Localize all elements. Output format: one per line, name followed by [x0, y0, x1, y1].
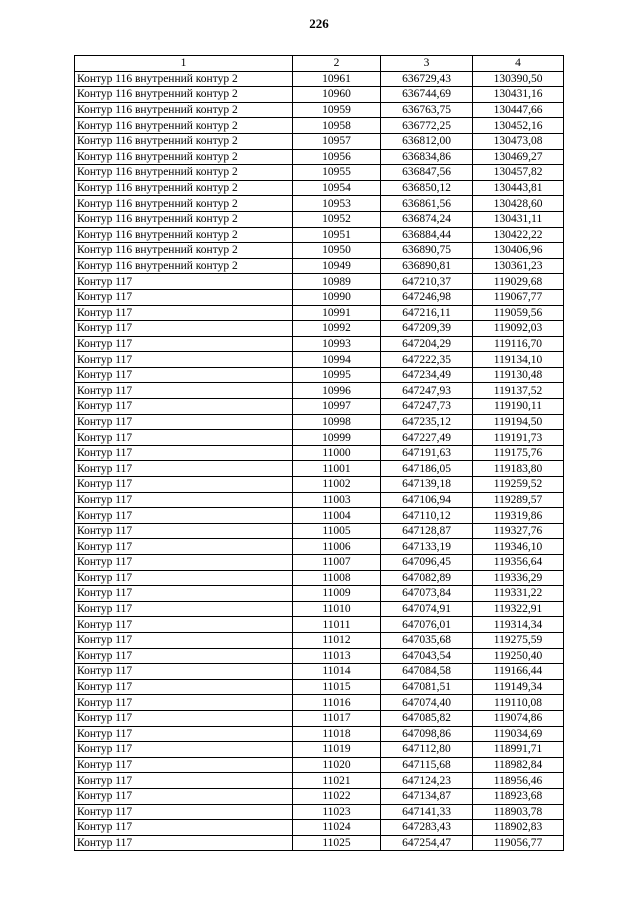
point-number-cell: 11001 [293, 461, 381, 477]
table-row [75, 118, 564, 134]
contour-name-cell: Контур 117 [75, 570, 293, 586]
coord-y-cell: 119183,80 [473, 461, 564, 477]
point-number-cell: 11005 [293, 523, 381, 539]
table-row [75, 87, 564, 103]
point-number-cell: 11000 [293, 445, 381, 461]
table-row [75, 274, 564, 290]
coord-x-cell: 647247,93 [381, 383, 473, 399]
table-row [75, 71, 564, 87]
table-row [75, 383, 564, 399]
contour-name-cell: Контур 117 [75, 352, 293, 368]
coord-x-cell: 647204,29 [381, 336, 473, 352]
coord-x-cell: 647084,58 [381, 664, 473, 680]
table-row [75, 601, 564, 617]
table-row [75, 399, 564, 415]
coord-x-cell: 647235,12 [381, 414, 473, 430]
coord-x-cell: 647124,23 [381, 773, 473, 789]
contour-name-cell: Контур 117 [75, 804, 293, 820]
table-row [75, 523, 564, 539]
coord-x-cell: 647209,39 [381, 321, 473, 337]
table-row [75, 757, 564, 773]
coord-y-cell: 119067,77 [473, 289, 564, 305]
contour-name-cell: Контур 117 [75, 305, 293, 321]
contour-name-cell: Контур 116 внутренний контур 2 [75, 149, 293, 165]
coord-y-cell: 119130,48 [473, 367, 564, 383]
contour-name-cell: Контур 117 [75, 617, 293, 633]
point-number-cell: 10999 [293, 430, 381, 446]
point-number-cell: 11015 [293, 679, 381, 695]
point-number-cell: 10993 [293, 336, 381, 352]
coord-y-cell: 119137,52 [473, 383, 564, 399]
coord-x-cell: 647186,05 [381, 461, 473, 477]
coord-y-cell: 119116,70 [473, 336, 564, 352]
table-row [75, 258, 564, 274]
point-number-cell: 10992 [293, 321, 381, 337]
coord-x-cell: 636834,86 [381, 149, 473, 165]
coord-y-cell: 119319,86 [473, 508, 564, 524]
coord-y-cell: 130406,96 [473, 243, 564, 259]
coord-x-cell: 647283,43 [381, 820, 473, 836]
point-number-cell: 10955 [293, 165, 381, 181]
point-number-cell: 11021 [293, 773, 381, 789]
coord-x-cell: 647134,87 [381, 788, 473, 804]
contour-name-cell: Контур 116 внутренний контур 2 [75, 180, 293, 196]
point-number-cell: 10952 [293, 211, 381, 227]
coord-y-cell: 119056,77 [473, 835, 564, 851]
point-number-cell: 10997 [293, 399, 381, 415]
contour-name-cell: Контур 116 внутренний контур 2 [75, 243, 293, 259]
table-row [75, 180, 564, 196]
point-number-cell: 10961 [293, 71, 381, 87]
coord-x-cell: 647106,94 [381, 492, 473, 508]
header-cell-2: 2 [293, 56, 381, 72]
point-number-cell: 10996 [293, 383, 381, 399]
contour-name-cell: Контур 117 [75, 695, 293, 711]
coord-x-cell: 636763,75 [381, 102, 473, 118]
coord-y-cell: 119314,34 [473, 617, 564, 633]
coord-x-cell: 647216,11 [381, 305, 473, 321]
coord-x-cell: 636729,43 [381, 71, 473, 87]
coord-x-cell: 647074,91 [381, 601, 473, 617]
contour-name-cell: Контур 117 [75, 679, 293, 695]
contour-name-cell: Контур 117 [75, 742, 293, 758]
coord-x-cell: 647081,51 [381, 679, 473, 695]
point-number-cell: 10989 [293, 274, 381, 290]
table-row [75, 710, 564, 726]
table-row [75, 243, 564, 259]
coord-x-cell: 647139,18 [381, 477, 473, 493]
contour-name-cell: Контур 117 [75, 445, 293, 461]
point-number-cell: 11023 [293, 804, 381, 820]
coord-y-cell: 119191,73 [473, 430, 564, 446]
coord-x-cell: 647247,73 [381, 399, 473, 415]
coord-y-cell: 130390,50 [473, 71, 564, 87]
contour-name-cell: Контур 117 [75, 664, 293, 680]
coord-y-cell: 119356,64 [473, 555, 564, 571]
point-number-cell: 10951 [293, 227, 381, 243]
table-header [75, 56, 564, 72]
coord-x-cell: 636874,24 [381, 211, 473, 227]
point-number-cell: 11003 [293, 492, 381, 508]
table-row [75, 430, 564, 446]
point-number-cell: 11017 [293, 710, 381, 726]
table-row [75, 508, 564, 524]
contour-name-cell: Контур 117 [75, 601, 293, 617]
point-number-cell: 10957 [293, 133, 381, 149]
contour-name-cell: Контур 117 [75, 461, 293, 477]
table-row [75, 196, 564, 212]
coord-x-cell: 647035,68 [381, 632, 473, 648]
table-row [75, 726, 564, 742]
point-number-cell: 10960 [293, 87, 381, 103]
coord-y-cell: 118902,83 [473, 820, 564, 836]
contour-name-cell: Контур 117 [75, 632, 293, 648]
coord-y-cell: 119074,86 [473, 710, 564, 726]
table-row [75, 492, 564, 508]
coord-y-cell: 130422,22 [473, 227, 564, 243]
table-row [75, 804, 564, 820]
coord-y-cell: 118982,84 [473, 757, 564, 773]
contour-name-cell: Контур 117 [75, 773, 293, 789]
contour-name-cell: Контур 117 [75, 788, 293, 804]
coord-y-cell: 118991,71 [473, 742, 564, 758]
contour-name-cell: Контур 117 [75, 383, 293, 399]
table-row [75, 352, 564, 368]
table-row [75, 617, 564, 633]
point-number-cell: 11013 [293, 648, 381, 664]
table-row [75, 165, 564, 181]
contour-name-cell: Контур 117 [75, 492, 293, 508]
coord-x-cell: 647082,89 [381, 570, 473, 586]
contour-name-cell: Контур 117 [75, 430, 293, 446]
coord-x-cell: 647210,37 [381, 274, 473, 290]
contour-name-cell: Контур 117 [75, 336, 293, 352]
coord-x-cell: 636812,00 [381, 133, 473, 149]
coord-y-cell: 119149,34 [473, 679, 564, 695]
coord-y-cell: 130469,27 [473, 149, 564, 165]
point-number-cell: 11012 [293, 632, 381, 648]
table-row [75, 632, 564, 648]
point-number-cell: 11024 [293, 820, 381, 836]
point-number-cell: 11008 [293, 570, 381, 586]
table-row [75, 336, 564, 352]
point-number-cell: 11010 [293, 601, 381, 617]
point-number-cell: 10994 [293, 352, 381, 368]
contour-name-cell: Контур 117 [75, 367, 293, 383]
coord-x-cell: 647133,19 [381, 539, 473, 555]
coord-x-cell: 647110,12 [381, 508, 473, 524]
table-row [75, 773, 564, 789]
point-number-cell: 10998 [293, 414, 381, 430]
contour-name-cell: Контур 116 внутренний контур 2 [75, 258, 293, 274]
contour-name-cell: Контур 116 внутренний контур 2 [75, 196, 293, 212]
point-number-cell: 10958 [293, 118, 381, 134]
contour-name-cell: Контур 116 внутренний контур 2 [75, 87, 293, 103]
table-row [75, 477, 564, 493]
contour-name-cell: Контур 117 [75, 508, 293, 524]
coord-x-cell: 636744,69 [381, 87, 473, 103]
table-body [75, 71, 564, 851]
contour-name-cell: Контур 117 [75, 289, 293, 305]
table-row [75, 664, 564, 680]
table-row [75, 742, 564, 758]
table-row [75, 133, 564, 149]
point-number-cell: 11002 [293, 477, 381, 493]
coord-y-cell: 118923,68 [473, 788, 564, 804]
table-row [75, 820, 564, 836]
point-number-cell: 11009 [293, 586, 381, 602]
contour-name-cell: Контур 117 [75, 726, 293, 742]
coord-x-cell: 647141,33 [381, 804, 473, 820]
coord-x-cell: 636772,25 [381, 118, 473, 134]
contour-name-cell: Контур 117 [75, 710, 293, 726]
contour-name-cell: Контур 116 внутренний контур 2 [75, 165, 293, 181]
coord-y-cell: 119029,68 [473, 274, 564, 290]
coord-x-cell: 647191,63 [381, 445, 473, 461]
coord-x-cell: 647096,45 [381, 555, 473, 571]
coord-y-cell: 119346,10 [473, 539, 564, 555]
coord-y-cell: 119250,40 [473, 648, 564, 664]
table-row [75, 289, 564, 305]
point-number-cell: 10950 [293, 243, 381, 259]
contour-name-cell: Контур 117 [75, 555, 293, 571]
table-row [75, 555, 564, 571]
coord-y-cell: 130443,81 [473, 180, 564, 196]
contour-name-cell: Контур 117 [75, 321, 293, 337]
point-number-cell: 10953 [293, 196, 381, 212]
contour-name-cell: Контур 116 внутренний контур 2 [75, 102, 293, 118]
contour-name-cell: Контур 117 [75, 399, 293, 415]
coord-y-cell: 119322,91 [473, 601, 564, 617]
coord-y-cell: 130431,16 [473, 87, 564, 103]
point-number-cell: 11016 [293, 695, 381, 711]
coord-x-cell: 647246,98 [381, 289, 473, 305]
contour-name-cell: Контур 117 [75, 820, 293, 836]
point-number-cell: 11022 [293, 788, 381, 804]
table-row [75, 679, 564, 695]
table-row [75, 102, 564, 118]
point-number-cell: 11020 [293, 757, 381, 773]
coord-y-cell: 119134,10 [473, 352, 564, 368]
table-row [75, 211, 564, 227]
coord-x-cell: 636890,81 [381, 258, 473, 274]
table-row [75, 461, 564, 477]
coord-y-cell: 130457,82 [473, 165, 564, 181]
point-number-cell: 10956 [293, 149, 381, 165]
table-row [75, 414, 564, 430]
table-row [75, 149, 564, 165]
coord-y-cell: 119059,56 [473, 305, 564, 321]
contour-name-cell: Контур 117 [75, 539, 293, 555]
point-number-cell: 10954 [293, 180, 381, 196]
coordinates-table [74, 55, 564, 851]
coord-x-cell: 636890,75 [381, 243, 473, 259]
coord-x-cell: 647222,35 [381, 352, 473, 368]
point-number-cell: 10949 [293, 258, 381, 274]
table-row [75, 570, 564, 586]
coord-y-cell: 119259,52 [473, 477, 564, 493]
coord-y-cell: 118956,46 [473, 773, 564, 789]
coord-x-cell: 647234,49 [381, 367, 473, 383]
point-number-cell: 11019 [293, 742, 381, 758]
coord-y-cell: 119166,44 [473, 664, 564, 680]
coord-y-cell: 119331,22 [473, 586, 564, 602]
coord-x-cell: 647227,49 [381, 430, 473, 446]
coord-y-cell: 119190,11 [473, 399, 564, 415]
coord-y-cell: 119175,76 [473, 445, 564, 461]
coord-y-cell: 130473,08 [473, 133, 564, 149]
coord-x-cell: 636847,56 [381, 165, 473, 181]
contour-name-cell: Контур 117 [75, 523, 293, 539]
contour-name-cell: Контур 117 [75, 757, 293, 773]
coord-x-cell: 647098,86 [381, 726, 473, 742]
point-number-cell: 11025 [293, 835, 381, 851]
table-row [75, 835, 564, 851]
table-row [75, 227, 564, 243]
coord-y-cell: 119275,59 [473, 632, 564, 648]
header-cell-1: 1 [75, 56, 293, 72]
table-row [75, 305, 564, 321]
point-number-cell: 11018 [293, 726, 381, 742]
coord-y-cell: 130361,23 [473, 258, 564, 274]
coord-x-cell: 647085,82 [381, 710, 473, 726]
table-row [75, 539, 564, 555]
point-number-cell: 11014 [293, 664, 381, 680]
table-row [75, 695, 564, 711]
coord-y-cell: 130428,60 [473, 196, 564, 212]
contour-name-cell: Контур 116 внутренний контур 2 [75, 118, 293, 134]
point-number-cell: 10959 [293, 102, 381, 118]
table-row [75, 321, 564, 337]
header-cell-4: 4 [473, 56, 564, 72]
coord-x-cell: 636861,56 [381, 196, 473, 212]
coord-x-cell: 647073,84 [381, 586, 473, 602]
coord-x-cell: 647254,47 [381, 835, 473, 851]
coord-x-cell: 647043,54 [381, 648, 473, 664]
coord-x-cell: 647074,40 [381, 695, 473, 711]
page-number: 226 [309, 16, 329, 31]
table-row [75, 367, 564, 383]
table-row [75, 586, 564, 602]
coord-y-cell: 119092,03 [473, 321, 564, 337]
header-cell-3: 3 [381, 56, 473, 72]
coord-y-cell: 119336,29 [473, 570, 564, 586]
coord-x-cell: 636850,12 [381, 180, 473, 196]
coord-y-cell: 119289,57 [473, 492, 564, 508]
coord-y-cell: 119110,08 [473, 695, 564, 711]
contour-name-cell: Контур 117 [75, 648, 293, 664]
coord-x-cell: 636884,44 [381, 227, 473, 243]
coord-y-cell: 118903,78 [473, 804, 564, 820]
contour-name-cell: Контур 117 [75, 274, 293, 290]
point-number-cell: 11007 [293, 555, 381, 571]
contour-name-cell: Контур 116 внутренний контур 2 [75, 71, 293, 87]
coord-y-cell: 130452,16 [473, 118, 564, 134]
table-row [75, 648, 564, 664]
coord-x-cell: 647076,01 [381, 617, 473, 633]
header-row [75, 56, 564, 72]
contour-name-cell: Контур 117 [75, 414, 293, 430]
coord-y-cell: 119327,76 [473, 523, 564, 539]
contour-name-cell: Контур 117 [75, 835, 293, 851]
coord-y-cell: 119194,50 [473, 414, 564, 430]
point-number-cell: 11011 [293, 617, 381, 633]
contour-name-cell: Контур 116 внутренний контур 2 [75, 211, 293, 227]
contour-name-cell: Контур 117 [75, 477, 293, 493]
coord-y-cell: 119034,69 [473, 726, 564, 742]
point-number-cell: 10990 [293, 289, 381, 305]
contour-name-cell: Контур 117 [75, 586, 293, 602]
point-number-cell: 10995 [293, 367, 381, 383]
point-number-cell: 11004 [293, 508, 381, 524]
table-row [75, 445, 564, 461]
table-row [75, 788, 564, 804]
coord-y-cell: 130447,66 [473, 102, 564, 118]
coord-x-cell: 647128,87 [381, 523, 473, 539]
coord-y-cell: 130431,11 [473, 211, 564, 227]
contour-name-cell: Контур 116 внутренний контур 2 [75, 133, 293, 149]
point-number-cell: 10991 [293, 305, 381, 321]
coord-x-cell: 647115,68 [381, 757, 473, 773]
coord-x-cell: 647112,80 [381, 742, 473, 758]
contour-name-cell: Контур 116 внутренний контур 2 [75, 227, 293, 243]
point-number-cell: 11006 [293, 539, 381, 555]
